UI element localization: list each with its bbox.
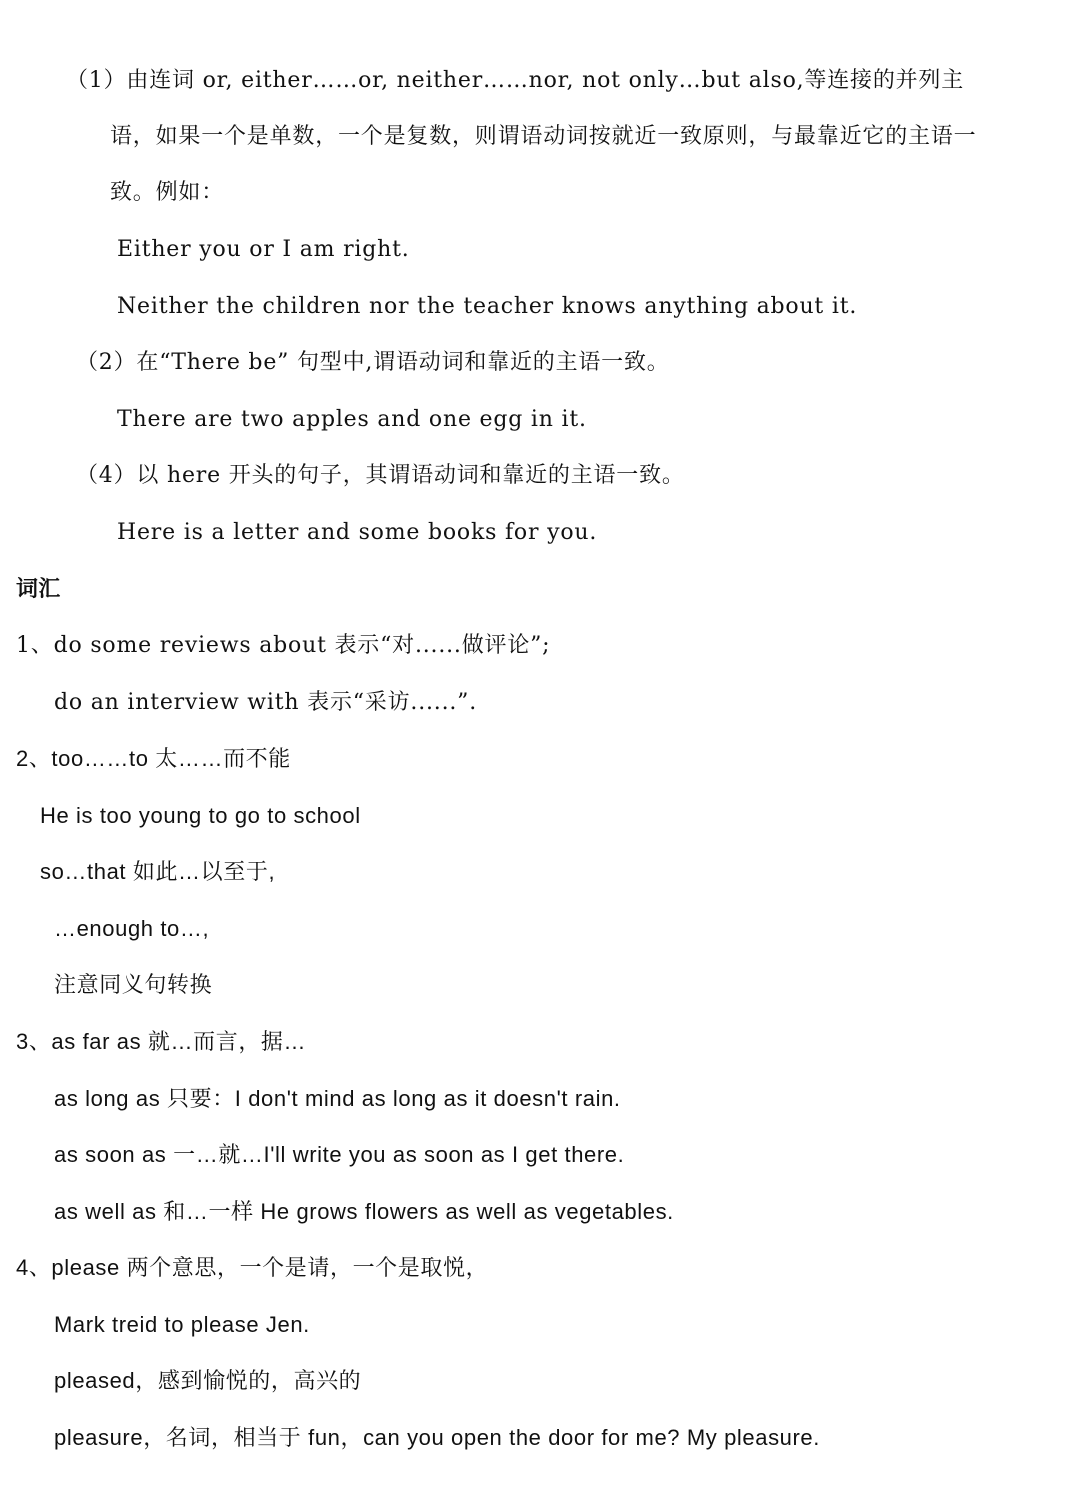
vocab-item1-line2: do an interview with 表示“采访......”. bbox=[54, 690, 478, 715]
rule1-line1: （1）由连词 or, either……or, neither……nor, not only…but also,等连接的并列主 bbox=[66, 68, 965, 93]
vocab-item3-line1: 3、as far as 就…而言，据… bbox=[16, 1029, 307, 1054]
vocab-item3-line2: as long as 只要：I don't mind as long as it doesn't rain. bbox=[54, 1086, 621, 1111]
vocab-item1-line1: 1、do some reviews about 表示“对......做评论”; bbox=[16, 633, 551, 658]
rule4-text: （4）以 here 开头的句子，其谓语动词和靠近的主语一致。 bbox=[76, 463, 685, 488]
vocab-item2-line4: …enough to…, bbox=[54, 916, 210, 941]
vocab-item2-line2: He is too young to go to school bbox=[40, 803, 361, 828]
vocab-item3-line4: as well as 和…一样 He grows flowers as well as vegetables. bbox=[54, 1199, 674, 1224]
vocab-item4-line1: 4、please 两个意思，一个是请，一个是取悦， bbox=[16, 1255, 489, 1280]
vocab-item2-line1: 2、too……to 太……而不能 bbox=[16, 746, 291, 771]
rule2-example: There are two apples and one egg in it. bbox=[117, 407, 587, 432]
vocab-item4-line2: Mark treid to please Jen. bbox=[54, 1312, 310, 1337]
rule4-example: Here is a letter and some books for you. bbox=[117, 520, 598, 545]
vocab-heading: 词汇 bbox=[16, 576, 61, 602]
rule2-text: （2）在“There be” 句型中,谓语动词和靠近的主语一致。 bbox=[76, 350, 670, 375]
vocab-item4-line4: pleasure，名词，相当于 fun，can you open the door for me? My pleasure. bbox=[54, 1425, 820, 1450]
vocab-item2-line3: so…that 如此…以至于, bbox=[40, 859, 276, 884]
rule1-line3: 致。例如： bbox=[110, 180, 225, 205]
rule1-example1: Either you or I am right. bbox=[117, 237, 410, 262]
vocab-item2-line5: 注意同义句转换 bbox=[54, 972, 213, 997]
rule1-line2: 语，如果一个是单数，一个是复数，则谓语动词按就近一致原则，与最靠近它的主语一 bbox=[110, 124, 977, 149]
vocab-item4-line3: pleased，感到愉悦的，高兴的 bbox=[54, 1368, 362, 1393]
vocab-item3-line3: as soon as 一…就…I'll write you as soon as I get there. bbox=[54, 1142, 625, 1167]
rule1-example2: Neither the children nor the teacher knows anything about it. bbox=[117, 294, 858, 319]
